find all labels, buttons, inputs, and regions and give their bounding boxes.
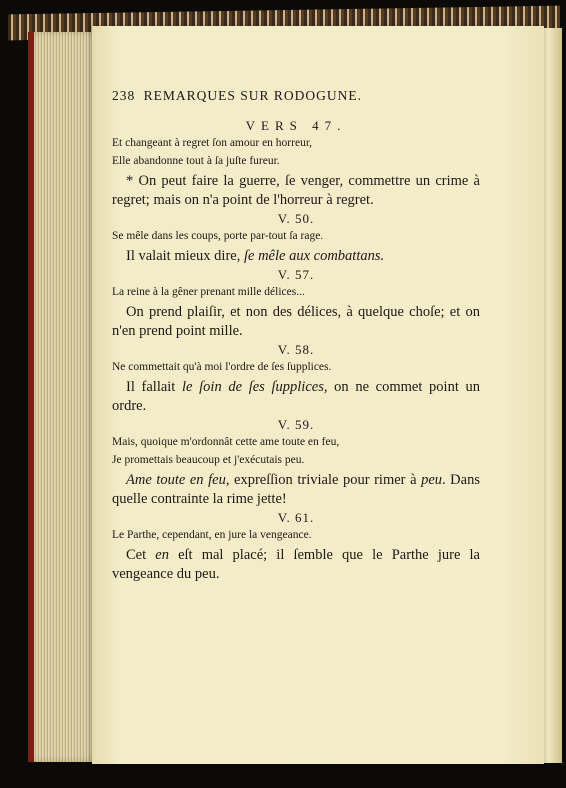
verse-quote: [112, 358, 480, 376]
commentary-text: * On peut faire la guerre, ſe venger, commettre un crime à regret; mais on n'a point de l'horreur à regret.: [112, 173, 480, 208]
verse-quote: [112, 227, 480, 245]
page-number: 238: [112, 88, 136, 103]
commentary-text: Il valait mieux dire, ſe mêle aux combattans.: [126, 248, 385, 264]
verse-heading: V. 61.: [277, 510, 315, 525]
quote-line: Et changeant à regret ſon amour en horreur,: [112, 137, 313, 149]
verse-quote: [112, 283, 480, 301]
running-header: [112, 88, 480, 104]
commentary-text: Ame toute en feu, expreſſion triviale pour rimer à peu. Dans quelle contrainte la rime jette!: [112, 472, 480, 507]
verse-heading: V. 59.: [277, 417, 315, 432]
quote-line: Se mêle dans les coups, porte par-tout ſa rage.: [112, 230, 324, 242]
verse-heading: V. 50.: [277, 211, 315, 226]
page-content: [112, 88, 480, 585]
running-title: REMARQUES SUR RODOGUNE.: [143, 88, 363, 103]
commentary-text: On prend plaiſir, et non des délices, à quelque choſe; et on n'en prend point mille.: [112, 304, 480, 339]
commentary: [112, 471, 480, 509]
verse-quote: [112, 526, 480, 544]
quote-line: Ne commettait qu'à moi l'ordre de ſes ſupplices.: [112, 361, 332, 373]
quote-line: Mais, quoique m'ordonnât cette ame toute en feu,: [112, 436, 340, 448]
quote-line: Elle abandonne tout à ſa juſte fureur.: [112, 155, 280, 167]
verse-heading: V. 57.: [277, 267, 315, 282]
commentary: [112, 378, 480, 416]
commentary-text: Il fallait le ſoin de ſes ſupplices, on ne commet point un ordre.: [112, 379, 481, 414]
commentary: [112, 546, 480, 584]
verse-quote: [112, 433, 480, 469]
verse-heading: V. 58.: [277, 342, 315, 357]
verse-quote: [112, 134, 480, 170]
quote-line: Je promettais beaucoup et j'exécutais peu.: [112, 454, 305, 466]
commentary: [112, 172, 480, 210]
commentary: [112, 303, 480, 341]
verse-heading: VERS 47.: [245, 118, 347, 133]
quote-line: Le Parthe, cependant, en jure la vengeance.: [112, 529, 312, 541]
quote-line: La reine à la gêner prenant mille délices...: [112, 286, 305, 298]
commentary: [112, 247, 480, 266]
commentary-text: Cet en eſt mal placé; il ſemble que le Parthe jure la vengeance du peu.: [112, 547, 480, 582]
